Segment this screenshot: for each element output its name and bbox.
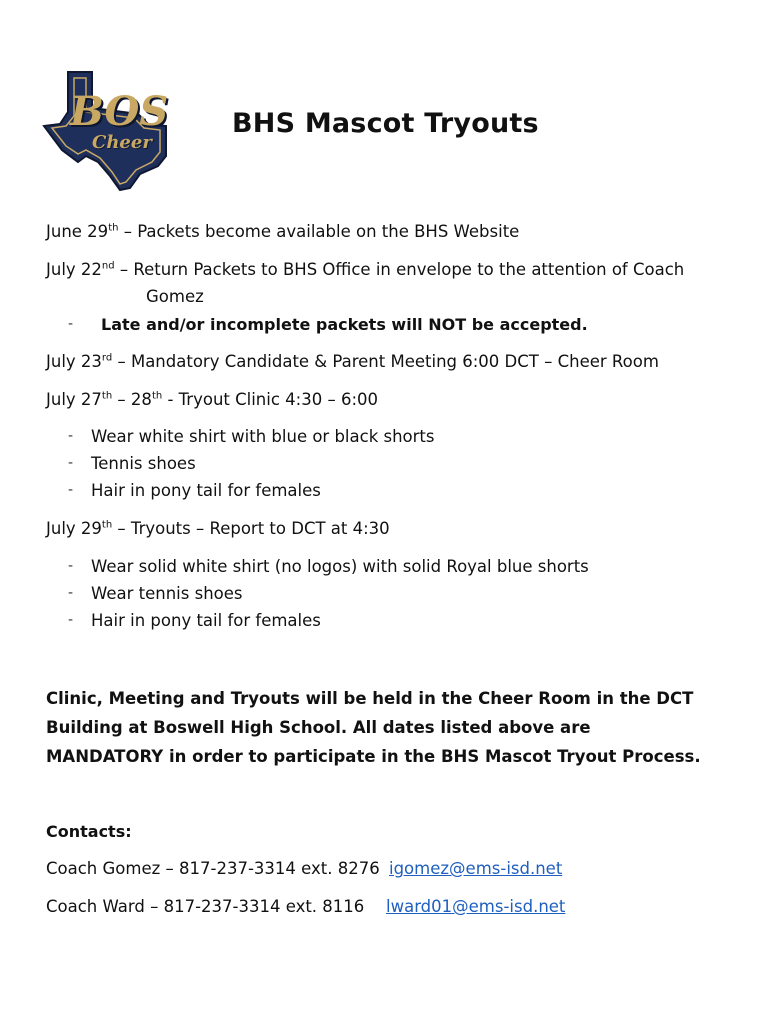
- tryout-bullet-3: Hair in pony tail for females: [91, 611, 321, 630]
- logo-letters: BOS: [70, 88, 169, 135]
- bullet-dash: -: [68, 316, 74, 332]
- clinic-bullet-1: Wear white shirt with blue or black shorts: [91, 427, 435, 446]
- schedule-item-meeting: [46, 352, 659, 371]
- notice-line-2: Building at Boswell High School. All dates listed above are: [46, 718, 591, 737]
- date-text: July 22: [46, 260, 102, 279]
- date-suffix: th: [151, 390, 163, 402]
- date-suffix: nd: [101, 260, 115, 272]
- schedule-item-return-packets-cont: Gomez: [146, 287, 204, 306]
- bullet-dash: -: [68, 612, 74, 628]
- date-text: June 29: [46, 222, 109, 241]
- clinic-bullet-2: Tennis shoes: [91, 454, 196, 473]
- date-suffix: th: [108, 222, 119, 234]
- notice-line-1: Clinic, Meeting and Tryouts will be held in the Cheer Room in the DCT: [46, 689, 694, 708]
- item-text: – Tryouts – Report to DCT at 4:30: [112, 519, 390, 538]
- schedule-item-clinic: [46, 390, 378, 409]
- email-link-ward[interactable]: lward01@ems-isd.net: [386, 897, 566, 916]
- bos-cheer-logo: [40, 66, 168, 194]
- item-text: – Packets become available on the BHS Website: [118, 222, 520, 241]
- item-text: – Mandatory Candidate & Parent Meeting 6:00 DCT – Cheer Room: [112, 352, 659, 371]
- contact-gomez: Coach Gomez – 817-237-3314 ext. 8276: [46, 859, 380, 878]
- bullet-dash: -: [68, 482, 74, 498]
- bullet-dash: -: [68, 455, 74, 471]
- date-range-text: – 28: [112, 390, 152, 409]
- item-text: - Tryout Clinic 4:30 – 6:00: [162, 390, 379, 409]
- bullet-dash: -: [68, 428, 74, 444]
- logo-word: Cheer: [92, 132, 152, 153]
- date-suffix: th: [101, 519, 113, 531]
- mandatory-notice: [46, 684, 746, 771]
- clinic-bullet-3: Hair in pony tail for females: [91, 481, 321, 500]
- schedule-item-tryouts: [46, 519, 390, 538]
- schedule-item-return-packets: [46, 260, 684, 279]
- tryout-bullet-2: Wear tennis shoes: [91, 584, 243, 603]
- bullet-dash: -: [68, 558, 74, 574]
- schedule-item-packets-available: [46, 222, 519, 241]
- date-text: July 29: [46, 519, 102, 538]
- email-link-gomez[interactable]: igomez@ems-isd.net: [389, 859, 563, 878]
- tryout-bullet-1: Wear solid white shirt (no logos) with solid Royal blue shorts: [91, 557, 589, 576]
- page-title: BHS Mascot Tryouts: [232, 108, 539, 139]
- bullet-dash: -: [68, 585, 74, 601]
- late-packets-warning: Late and/or incomplete packets will NOT be accepted.: [101, 315, 588, 334]
- date-suffix: rd: [101, 352, 113, 364]
- contacts-heading: Contacts:: [46, 822, 132, 841]
- date-suffix: th: [101, 390, 113, 402]
- contact-ward: Coach Ward – 817-237-3314 ext. 8116: [46, 897, 365, 916]
- notice-line-3: MANDATORY in order to participate in the BHS Mascot Tryout Process.: [46, 747, 701, 766]
- date-text: July 27: [46, 390, 102, 409]
- date-text: July 23: [46, 352, 102, 371]
- item-text: – Return Packets to BHS Office in envelope to the attention of Coach: [114, 260, 685, 279]
